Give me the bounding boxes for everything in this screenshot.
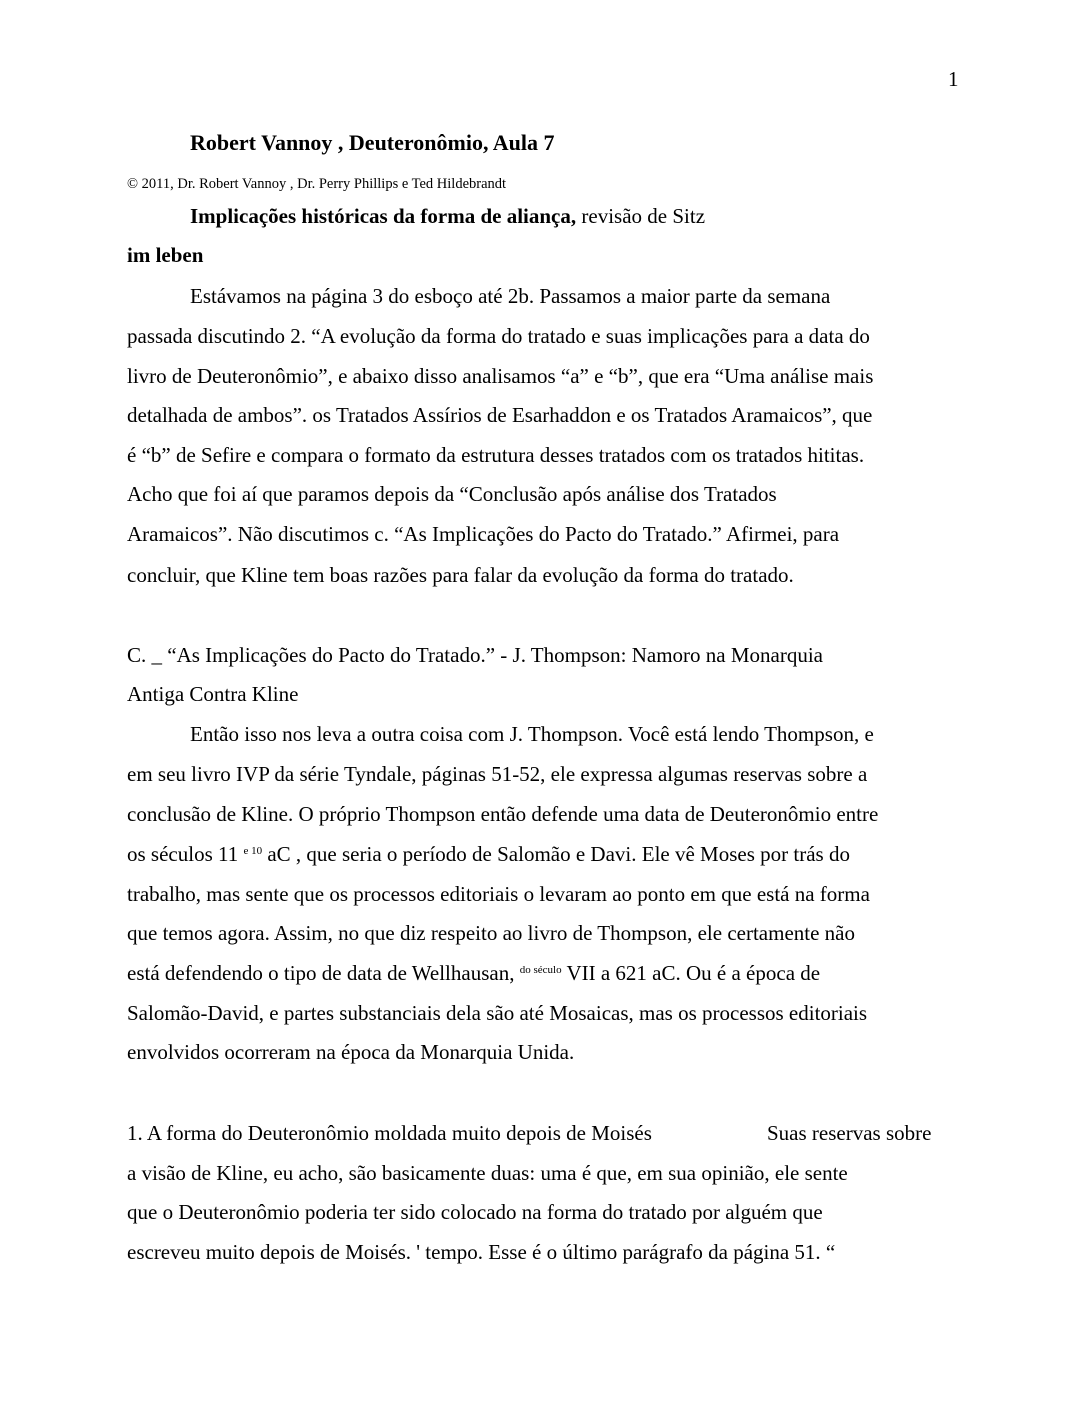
text-span: Suas reservas sobre xyxy=(767,1121,932,1145)
text-line: conclusão de Kline. O próprio Thompson então defende uma data de Deuteronômio entre xyxy=(127,802,879,826)
document-title: Robert Vannoy , Deuteronômio, Aula 7 xyxy=(190,130,555,155)
text-line xyxy=(127,842,850,866)
section-1-heading: 1. A forma do Deuteronômio moldada muito depois de Moisés xyxy=(127,1121,652,1145)
text-line: Salomão-David, e partes substanciais dela são até Mosaicas, mas os processos editoriais xyxy=(127,1001,868,1025)
copyright-line: © 2011, Dr. Robert Vannoy , Dr. Perry Phillips e Ted Hildebrandt xyxy=(127,176,507,192)
text-line: Antiga Contra Kline xyxy=(127,682,299,706)
text-line: detalhada de ambos”. os Tratados Assírios de Esarhaddon e os Tratados Aramaicos”, que xyxy=(127,403,873,427)
subtitle xyxy=(190,204,705,228)
text-span: os séculos 11 xyxy=(127,842,244,866)
text-line: concluir, que Kline tem boas razões para falar da evolução da forma do tratado. xyxy=(127,563,794,587)
text-line: a visão de Kline, eu acho, são basicamente duas: uma é que, em sua opinião, ele sente xyxy=(127,1161,848,1185)
text-line: Acho que foi aí que paramos depois da “Conclusão após análise dos Tratados xyxy=(127,482,777,506)
text-span: aC , que seria o período de Salomão e Davi. Ele vê Moses por trás do xyxy=(262,842,850,866)
text-line: C. _ “As Implicações do Pacto do Tratado.” - J. Thompson: Namoro na Monarquia xyxy=(127,643,824,667)
text-line: Então isso nos leva a outra coisa com J. Thompson. Você está lendo Thompson, e xyxy=(190,722,874,746)
superscript: do século xyxy=(519,964,562,976)
text-line: Aramaicos”. Não discutimos c. “As Implicações do Pacto do Tratado.” Afirmei, para xyxy=(127,522,840,546)
text-line: que o Deuteronômio poderia ter sido colocado na forma do tratado por alguém que xyxy=(127,1200,823,1224)
subtitle-rest: revisão de Sitz xyxy=(576,204,706,228)
text-line: é “b” de Sefire e compara o formato da estrutura desses tratados com os tratados hititas. xyxy=(127,443,865,467)
text-line: livro de Deuteronômio”, e abaixo disso analisamos “a” e “b”, que era “Uma análise mais xyxy=(127,364,874,388)
text-line: envolvidos ocorreram na época da Monarquia Unida. xyxy=(127,1040,575,1064)
subtitle-line2: im leben xyxy=(127,243,204,267)
text-line xyxy=(127,961,820,985)
text-line: que temos agora. Assim, no que diz respeito ao livro de Thompson, ele certamente não xyxy=(127,921,855,945)
text-span: VII a 621 aC. Ou é a época de xyxy=(561,961,821,985)
text-line: Estávamos na página 3 do esboço até 2b. Passamos a maior parte da semana xyxy=(190,284,831,308)
page-number: 1 xyxy=(948,67,959,91)
subtitle-bold: Implicações históricas da forma de aliança, xyxy=(190,204,577,228)
text-span: está defendendo o tipo de data de Wellhausan, xyxy=(127,961,520,985)
text-line: escreveu muito depois de Moisés. ' tempo. Esse é o último parágrafo da página 51. “ xyxy=(127,1240,836,1264)
text-line: em seu livro IVP da série Tyndale, páginas 51-52, ele expressa algumas reservas sobre a xyxy=(127,762,868,786)
text-line: passada discutindo 2. “A evolução da forma do tratado e suas implicações para a data do xyxy=(127,324,870,348)
superscript: e 10 xyxy=(243,845,263,857)
text-line: trabalho, mas sente que os processos editoriais o levaram ao ponto em que está na forma xyxy=(127,882,870,906)
